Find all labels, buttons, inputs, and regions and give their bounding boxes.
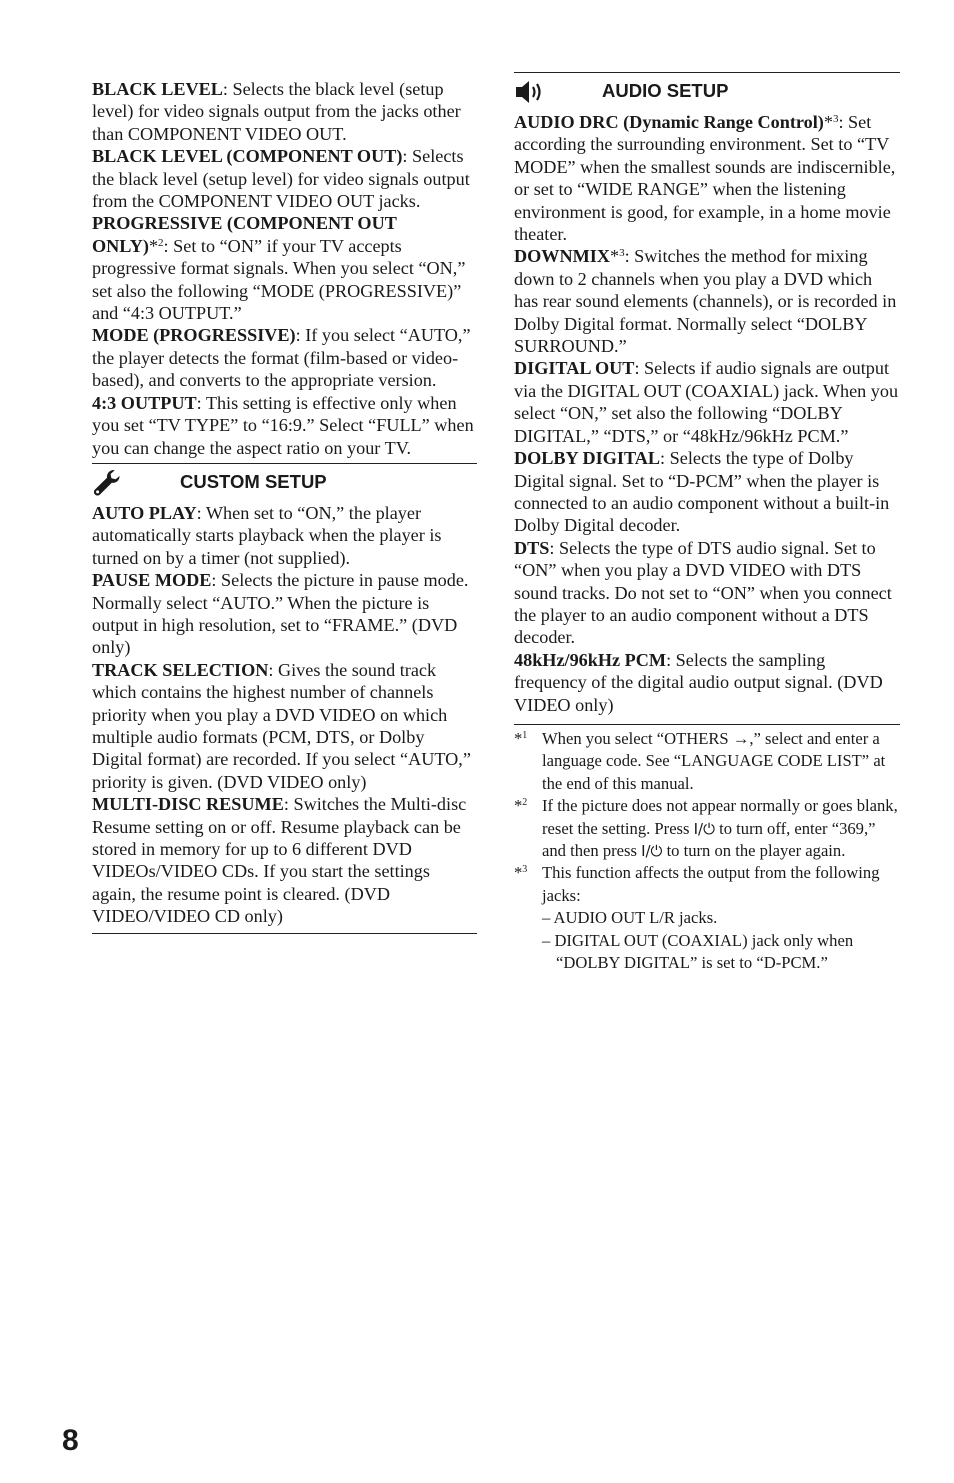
setting-black-level: BLACK LEVEL: Selects the black level (setup level) for video signals output from the jacks other than COMPONENT VIDEO OUT. — [92, 79, 461, 144]
footnote-3-item-2-cont: “DOLBY DIGITAL” is set to “D-PCM.” — [556, 953, 828, 973]
custom-setup-list — [92, 502, 477, 934]
footnote-3-item-2: – DIGITAL OUT (COAXIAL) jack only when — [542, 930, 854, 950]
setting-pcm-sampling: 48kHz/96kHz PCM: Selects the sampling frequency of the digital audio output signal. (DVD VIDEO only) — [514, 649, 883, 715]
setting-multi-disc-resume: MULTI-DISC RESUME: Switches the Multi-disc Resume setting on or off. Resume playback can be stored in memory for up to 6 different DVD VIDEOs/VIDEO CDs. If you start the settings again, the resume point is cleared. (DVD VIDEO/VIDEO CD only) — [92, 794, 467, 927]
power-button-icon: I/⏻ — [693, 819, 715, 838]
audio-setup-header — [514, 72, 900, 111]
setting-digital-out: DIGITAL OUT: Selects if audio signals are output via the DIGITAL OUT (COAXIAL) jack. When you select “ON,” set also the following “DOLBY DIGITAL,” “DTS,” or “48kHz/96kHz PCM.” — [514, 358, 899, 446]
footnote-1: *$^1$ When you select “OTHERS →,” select and enter a language code. See “LANGUAGE CODE LIST” at the end of this manual. — [514, 728, 886, 793]
arrow-right-icon: → — [732, 728, 750, 748]
setting-downmix: DOWNMIX*$^3$: Switches the method for mixing down to 2 channels when you play a DVD which has rear sound elements (channels), or is recorded in Dolby Digital format. Normally select “DOLBY SURROUND.” — [514, 246, 897, 357]
setting-black-level-component: BLACK LEVEL (COMPONENT OUT): Selects the black level (setup level) for video signals output from the COMPONENT VIDEO OUT jacks. — [92, 146, 470, 212]
footnotes — [514, 724, 900, 974]
setting-4-3-output: 4:3 OUTPUT: This setting is effective only when you set “TV TYPE” to “16:9.” Select “FULL” when you can change the aspect ratio on your TV. — [92, 392, 474, 458]
setting-dolby-digital: DOLBY DIGITAL: Selects the type of Dolby Digital signal. Set to “D-PCM” when the player is connected to an audio component without a built-in Dolby Digital decoder. — [514, 448, 890, 536]
footnote-3-item-1: – AUDIO OUT L/R jacks. — [542, 908, 718, 928]
speaker-icon — [514, 77, 546, 112]
setting-dts: DTS: Selects the type of DTS audio signal. Set to “ON” when you play a DVD VIDEO with DTS sound tracks. Do not set to “ON” when you connect the player to an audio component without a DTS decoder. — [514, 537, 892, 648]
setting-audio-drc: AUDIO DRC (Dynamic Range Control)*$^3$: Set according the surrounding environment. Set to “TV MODE” when the smallest sounds are indiscernible, or set to “WIDE RANGE” when the listening environment is good, for example, in a home movie theater. — [514, 112, 896, 245]
setting-track-selection: TRACK SELECTION: Gives the sound track which contains the highest number of channels priority when you play a DVD VIDEO on which multiple audio formats (PCM, DTS, or Dolby Digital format) are recorded. If you select “AUTO,” priority is given. (DVD VIDEO only) — [92, 659, 471, 792]
audio-setup-list — [514, 111, 900, 716]
custom-setup-header — [92, 463, 477, 502]
custom-setup-section — [92, 463, 477, 934]
right-column — [514, 72, 900, 974]
setting-pause-mode: PAUSE MODE: Selects the picture in pause mode. Normally select “AUTO.” When the picture is output in high resolution, set to “FRAME.” (DVD only) — [92, 570, 469, 658]
setting-mode-progressive: MODE (PROGRESSIVE): If you select “AUTO,” the player detects the format (film-based or video-based), and converts to the appropriate version. — [92, 325, 471, 391]
audio-setup-title: AUDIO SETUP — [602, 80, 729, 101]
page-number: 8 — [62, 1424, 79, 1457]
power-button-icon: I/⏻ — [641, 842, 663, 860]
setting-progressive: PROGRESSIVE (COMPONENT OUT ONLY)*$^2$: Set to “ON” if your TV accepts progressive format signals. When you select “ON,” set also the following “MODE (PROGRESSIVE)” and “4:3 OUTPUT.” — [92, 213, 466, 324]
footnote-3: *$^3$ This function affects the output from the following jacks: – AUDIO OUT L/R jacks. – DIGITAL OUT (COAXIAL) jack only when “DOLBY DIGITAL” is set to “D-PCM.” — [514, 862, 900, 974]
video-settings-list — [92, 78, 477, 459]
custom-setup-title: CUSTOM SETUP — [180, 470, 327, 492]
footnote-2: *$^2$ If the picture does not appear normally or goes blank, reset the setting. Press I/⏻ to turn off, enter “369,” and then press I/⏻ to turn on the player again. — [514, 796, 898, 860]
wrench-icon — [92, 468, 124, 503]
left-column — [92, 74, 477, 934]
setting-auto-play: AUTO PLAY: When set to “ON,” the player automatically starts playback when the player is turned on by a timer (not supplied). — [92, 502, 442, 568]
